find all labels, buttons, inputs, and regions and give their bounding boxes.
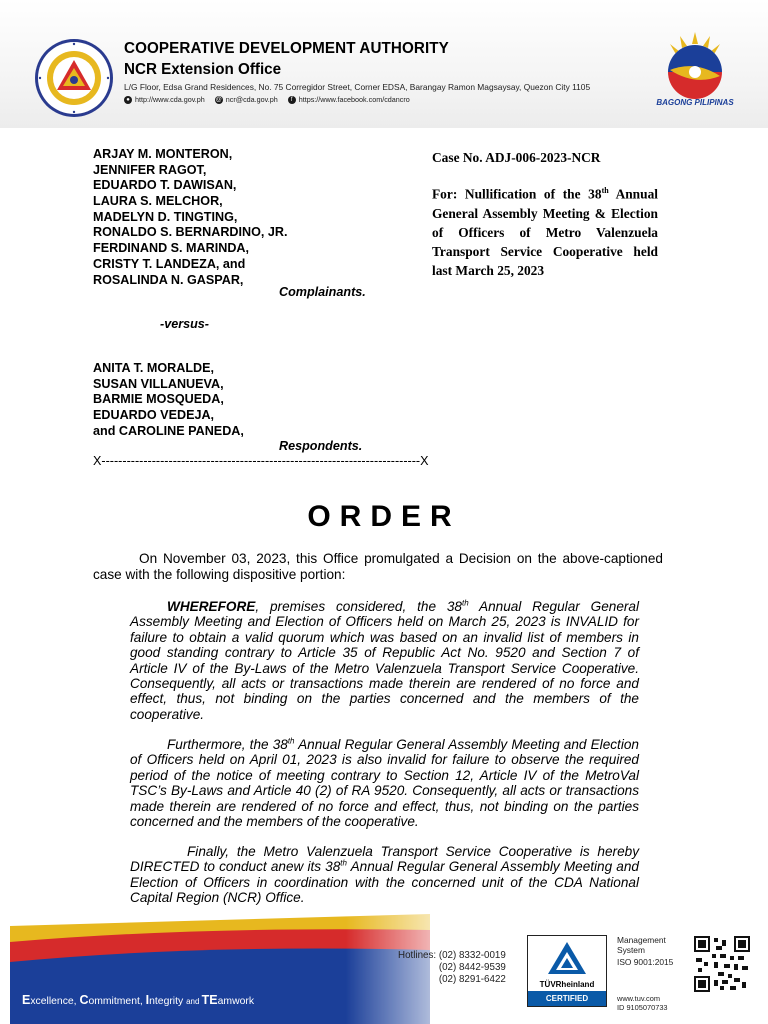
qr-code-icon [694,936,750,992]
wherefore-lead: WHEREFORE [167,599,256,614]
case-details [432,150,658,280]
case-subject-rest: Annual General Assembly Meeting & Election of Officers of Metro Valenzuela Transport Service Cooperative held last March 25, 2023 [432,186,658,279]
org-name: COOPERATIVE DEVELOPMENT AUTHORITY [124,40,449,57]
facebook-link[interactable]: https://www.facebook.com/cdancro [298,95,410,104]
bagong-pilipinas-text: BAGONG PILIPINAS [656,98,734,107]
dispositive-paragraph-2 [130,737,639,829]
mgmt-line: System [617,945,645,955]
caption-separator: X----------------------------------------------------------------------------X [93,454,429,468]
tuv-name: TÜVRheinland [539,980,595,989]
order-title: ORDER [307,500,461,533]
motto-word: xcellence, [30,996,80,1007]
ordinal-suffix: th [601,186,609,195]
motto-initial: I [145,993,150,1007]
website-link[interactable]: http://www.cda.gov.ph [135,95,205,104]
contact-row [124,95,410,104]
office-name: NCR Extension Office [124,61,282,78]
complainant-name: JENNIFER RAGOT, [93,162,207,177]
motto-initial: E [22,993,31,1007]
case-subject-prefix: For: Nullification of the 38 [432,186,602,202]
intro-text: On November 03, 2023, this Office promulgated a Decision on the above-captioned case with the following dispositive portion: [93,551,663,582]
case-subject [432,181,658,280]
respondent-name: BARMIE MOSQUEDA, [93,392,224,407]
complainant-name: RONALDO S. BERNARDINO, JR. [93,225,288,240]
facebook-icon: f [288,96,296,104]
versus-label: -versus- [160,317,209,331]
respondent-name: ANITA T. MORALDE, [93,361,215,375]
motto-word: and [186,997,202,1006]
complainants-label: Complainants. [279,285,366,299]
dispositive-paragraph-3 [130,844,639,906]
motto-initial: TE [201,993,218,1007]
respondents-list [93,361,244,439]
hotlines [398,950,506,985]
motto-word: amwork [217,996,255,1007]
tuv-triangle-icon [528,936,606,980]
footer-motto [22,993,254,1007]
hotline-number: (02) 8291-6422 [438,973,506,985]
website-contact[interactable] [124,95,205,104]
respondents-label: Respondents. [279,439,363,453]
dispositive-paragraph-1 [130,599,639,722]
iso-standard: ISO 9001:2015 [617,957,674,967]
tuv-id: ID 9105070733 [617,1003,668,1012]
management-system-label [617,935,666,955]
ordinal-suffix: th [287,736,295,746]
complainant-name: ROSALINDA N. GASPAR, [93,272,244,287]
cda-seal-logo [34,38,114,118]
office-address: L/G Floor, Edsa Grand Residences, No. 75 Corregidor Street, Corner EDSA, Barangay Ramon Magsaysay, Quezon City 1105 [124,82,591,92]
p1-text-a: , premises considered, the 38 [255,599,462,614]
complainant-name: ARJAY M. MONTERON, [93,147,233,161]
complainant-name: EDUARDO T. DAWISAN, [93,178,237,193]
hotline-number: Hotlines: (02) 8332-0019 [398,950,506,961]
complainant-name: FERDINAND S. MARINDA, [93,241,250,256]
intro-paragraph [93,551,663,582]
ordinal-suffix: th [340,858,347,868]
p1-text-b: Annual Regular General Assembly Meeting and Election of Officers held on March 25, 2023 is INVALID for failure to obtain a valid quorum which was based on an invalid list of members in good standing contrary to Article 35 of Republic Act No. 9520 and Section 7 of Article IV of the By-Laws of the Metro Valenzuela Transport Service Cooperative. Consequently, all acts or transactions made therein are rendered of no force and effect, thus, not binding on the parties concerned and the members of the cooperative. [130,599,639,722]
motto-initial: C [79,993,89,1007]
email-link[interactable]: ncr@cda.gov.ph [225,95,278,104]
p2-text-b: Annual Regular General Assembly Meeting and Election of Officers held on April 01, 2023 is also invalid for failure to observe the required period of the notice of meeting contrary to Section 12, Article IV of the MetroVal TSC’s By-Laws and Article 40 (2) of RA 9520. Consequently, all acts or transactions made therein are rendered of no force and effect, thus, not binding on the parties concerned and the members of the cooperative. [130,737,639,830]
motto-word: ntegrity [149,996,187,1007]
mgmt-line: Management [617,935,666,945]
email-icon: @ [215,96,222,103]
tuv-web-info [617,994,668,1012]
ordinal-suffix: th [461,598,469,608]
respondent-name: SUSAN VILLANUEVA, [93,376,224,391]
facebook-contact[interactable] [288,95,410,104]
case-number: Case No. ADJ-006-2023-NCR [432,150,601,165]
complainants-list [93,147,288,288]
tuv-website: www.tuv.com [617,994,660,1003]
complainant-name: LAURA S. MELCHOR, [93,194,223,209]
complainant-name: MADELYN D. TINGTING, [93,209,238,224]
globe-icon: ● [124,96,132,104]
p3-text-b: Annual Regular General Assembly Meeting and Election of Officers in coordination with the concerned unit of the CDA National Capital Region (NCR) Office. [130,859,639,906]
complainant-name: CRISTY T. LANDEZA, and [93,256,246,271]
tuv-certified-label: CERTIFIED [528,991,606,1006]
respondent-name: and CAROLINE PANEDA, [93,423,244,438]
tuv-certification-badge [527,935,607,1007]
motto-word: ommitment, [88,996,146,1007]
respondent-name: EDUARDO VEDEJA, [93,408,215,423]
hotline-number: (02) 8442-9539 [438,961,506,973]
p2-text-a: Furthermore, the 38 [167,737,288,752]
p3-text-a: Finally, the Metro Valenzuela Transport Service Cooperative is hereby DIRECTED to conduct anew its 38 [130,844,639,875]
email-contact[interactable] [215,95,278,104]
